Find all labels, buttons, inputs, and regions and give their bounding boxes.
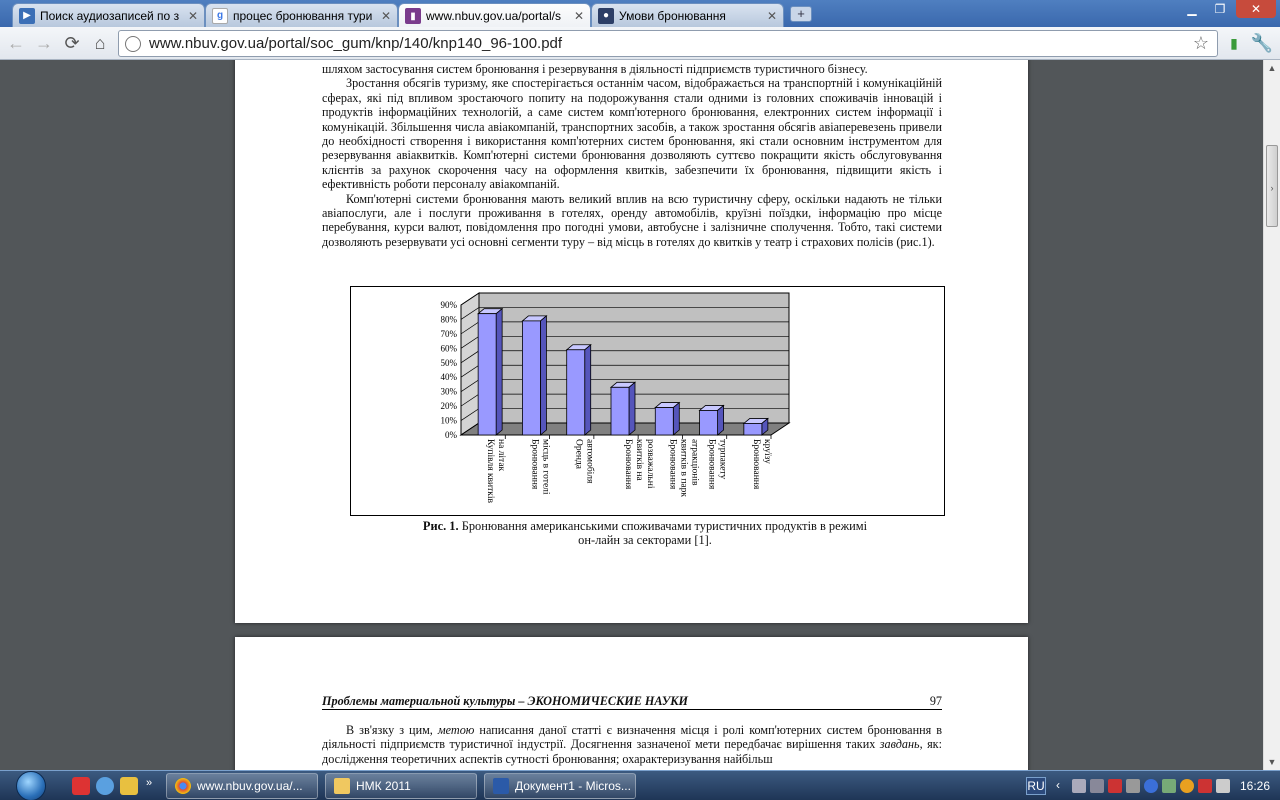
x-tick-label-line: Бронювання [623,439,633,490]
bar-side [496,309,502,435]
clock[interactable]: 16:26 [1240,779,1271,793]
pdf-viewer[interactable] [0,60,1263,770]
home-button[interactable]: ⌂ [94,32,106,53]
x-tick-label-line: Купівля квитків [485,439,496,504]
tab-title: Поиск аудиозаписей по з [40,8,180,23]
x-tick-label-line: місць в готелі [540,439,551,495]
bluetooth-icon[interactable] [1144,779,1158,793]
task-label: НМК 2011 [356,779,411,793]
y-tick-label: 60% [440,343,457,354]
page-body [322,723,942,766]
scroll-position-marker-icon: › [1270,183,1274,193]
tray-app-icon[interactable] [1126,779,1140,793]
windows-taskbar [0,770,1280,800]
bar [522,321,540,435]
bar [567,350,585,435]
word-icon [493,778,509,794]
x-tick-label-line: Оренда [573,439,584,469]
y-tick-label: 40% [440,372,457,383]
x-tick-label-line: круїзу [761,439,772,464]
folder-icon [334,778,350,794]
paragraph: Комп'ютерні системи бронювання мають великий вплив на всю туристичну сферу, оскільки надають не тільки авіапослуги, але і послуги проживання в готелях, оренду автомобілів, круїзні поїздки, інформацію про місце перебування, курси валют, повідомлення про погодні умови, автобусне і залізничне сполучення. Тобто, такі системи дозволяють резервувати усі основні сегменти туру – від місць в готелях до квитків у театр і страхових полісів (рис.1). [322,191,942,249]
google-icon: g [212,8,228,24]
wrench-icon[interactable]: 🔧 [1250,32,1274,53]
tray-expand-icon[interactable]: ‹ [1056,778,1060,792]
tray-app-icon[interactable] [1090,779,1104,793]
taskbar-folder-window[interactable] [325,773,477,799]
forward-button[interactable]: → [35,32,53,53]
running-header [322,694,942,710]
tab-title: www.nbuv.gov.ua/portal/s [426,9,561,23]
system-tray [1020,771,1280,800]
paragraph [322,723,942,766]
restore-button[interactable]: ❐ [1214,2,1226,16]
x-tick-label [751,439,772,490]
x-tick-label-line: автомобіля [584,439,595,484]
close-icon[interactable]: ✕ [380,8,391,23]
close-icon[interactable]: ✕ [573,9,584,23]
pdf-page-96 [235,60,1028,623]
bar-chart [351,287,943,514]
x-tick-label-line: квитків в парк [678,439,689,497]
x-tick-label-line: Бронювання [667,439,678,490]
bar [700,410,718,435]
caption-label: Рис. 1. [422,519,459,533]
reload-button[interactable]: ⟳ [64,32,80,53]
user-icon: ● [598,8,614,24]
play-icon: ▶ [19,8,35,24]
book-icon: ▮ [405,8,421,24]
bar-side [673,403,679,435]
bar [655,408,673,435]
tab-google-search[interactable] [205,3,398,27]
figure-1-chart [350,286,945,516]
x-tick-label [667,439,699,497]
text-run-italic: завдань [879,737,920,752]
text-run: , як: дослідження теоретичних аспектів сутності бронювання; охарактеризування найбільш [322,737,942,766]
bar [478,314,496,435]
language-indicator[interactable]: RU [1027,779,1045,793]
chevron-right-icon[interactable]: » [146,777,153,789]
y-tick-label: 0% [445,430,457,440]
x-tick-label-line: Бронювання [529,439,540,490]
bar-side [718,405,724,435]
quicklaunch-tools-icon[interactable] [120,777,138,795]
window-close-button[interactable]: ✕ [1236,0,1276,18]
tab-booking-terms[interactable] [591,3,784,27]
y-tick-label: 80% [440,314,457,325]
windows-orb-icon [16,771,46,800]
paragraph: Зростання обсягів туризму, яке спостерігається останнім часом, відображається на транспортній і комунікаційній сферах, які під впливом зростаючого попиту на подорожування стали одними із головних споживачів інновацій і продуктів інформаційних технологій, а саме систем комп'ютерного бронювання, електронних систем інформації і комунікацій. Збільшення числа авіакомпаній, транспортних засобів, а також зростання обсягів авіаперевезень привели до необхідності створення і використання комп'ютерних систем бронювання, які стали основним інструментом для резервування авіаквитків. Комп'ютерні системи бронювання дозволяють суттєво покращити якість обслуговування клієнтів за рахунок скорочення часу на оформлення квитків, забезпечити їх бронювання, підвищити якість і ефективність роботи персоналу авіакомпаній. [322,76,942,192]
x-tick-label-line: турпакету [717,439,728,480]
figure-caption [345,519,945,548]
text-run: В зв'язку з цим, [346,723,438,737]
chrome-icon [175,778,191,794]
y-tick-label: 90% [440,300,457,310]
tray-app-icon[interactable] [1108,779,1122,793]
tray-app-icon[interactable] [1072,779,1086,793]
y-tick-label: 30% [440,386,457,397]
header-title: Проблемы материальной культуры – ЭКОНОМИЧЕСКИЕ НАУКИ [322,694,688,708]
y-tick-label: 50% [440,357,457,368]
tray-app-icon[interactable] [1180,779,1194,793]
bar [744,423,762,435]
tray-app-icon[interactable] [1162,779,1176,793]
x-tick-label [623,439,655,490]
volume-icon[interactable] [1216,779,1230,793]
x-tick-label-line: Бронювання [750,439,761,490]
tab-nbuv-pdf[interactable] [398,3,591,28]
close-icon[interactable]: ✕ [187,8,198,23]
vertical-scrollbar[interactable] [1263,60,1280,770]
x-tick-label [485,439,506,504]
quicklaunch-app-icon[interactable] [72,777,90,795]
browser-toolbar [0,27,1280,60]
bookmark-star-icon[interactable]: ☆ [1192,33,1209,53]
paragraph: шляхом застосування систем бронювання і резервування в діяльності підприємств туристичного бізнесу. [322,62,868,76]
taskbar-chrome-window[interactable] [166,773,318,799]
tab-title: процес бронювання тури [233,8,373,23]
network-icon[interactable] [1198,779,1212,793]
tab-strip [0,0,1280,27]
extension-signal-icon[interactable]: ▮ [1230,34,1238,51]
start-button[interactable] [16,771,56,800]
pdf-page-97 [235,637,1028,770]
x-tick-label-line: Бронювання [706,439,717,490]
x-tick-label [707,439,728,490]
taskbar-word-window[interactable] [484,773,636,799]
x-tick-label-line: розважальні [645,439,655,489]
x-tick-label-line: на літак [496,439,507,472]
quicklaunch-shield-icon[interactable] [96,777,114,795]
address-bar[interactable] [118,30,1218,57]
back-button[interactable]: ← [7,32,25,53]
task-label: www.nbuv.gov.ua/... [197,779,303,793]
scroll-down-arrow-icon[interactable]: ▼ [1267,757,1277,767]
task-label: Документ1 - Micros... [515,779,631,793]
page-number: 97 [929,694,942,708]
page-body [322,62,942,249]
caption-text-line2: он-лайн за секторами [1]. [578,533,712,548]
url-text: www.nbuv.gov.ua/portal/soc_gum/knp/140/knp140_96-100.pdf [149,35,563,52]
x-tick-label-line: квитків на [634,439,644,481]
y-tick-label: 70% [440,328,457,339]
text-run: написання даної статті є визначення місця і ролі комп'ютерних систем бронювання в діяльності підприємств туристичної індустрії. Досягнення зазначеної мети передбачає вирішення таких [322,723,942,752]
caption-text: Бронювання американськими споживачами туристичних продуктів в режимі [458,519,868,533]
y-tick-label: 10% [440,415,457,426]
minimize-button[interactable]: ▁ [1187,2,1197,16]
tab-title: Умови бронювання [619,8,726,23]
y-tick-label: 20% [440,401,457,412]
new-tab-button[interactable]: + [790,6,812,22]
x-tick-label [529,439,550,495]
bar [611,387,629,435]
chart-side-wall [461,293,479,435]
globe-icon [125,36,141,52]
scroll-up-arrow-icon[interactable]: ▲ [1267,63,1277,73]
x-tick-label-line: атракціонів [689,439,700,486]
bar-side [629,382,635,435]
close-icon[interactable]: ✕ [766,8,777,23]
x-tick-label [574,439,596,484]
text-run-italic: метою [437,723,475,737]
bar-side [585,345,591,435]
tab-audio-search[interactable] [12,3,205,27]
bar-side [540,316,546,435]
